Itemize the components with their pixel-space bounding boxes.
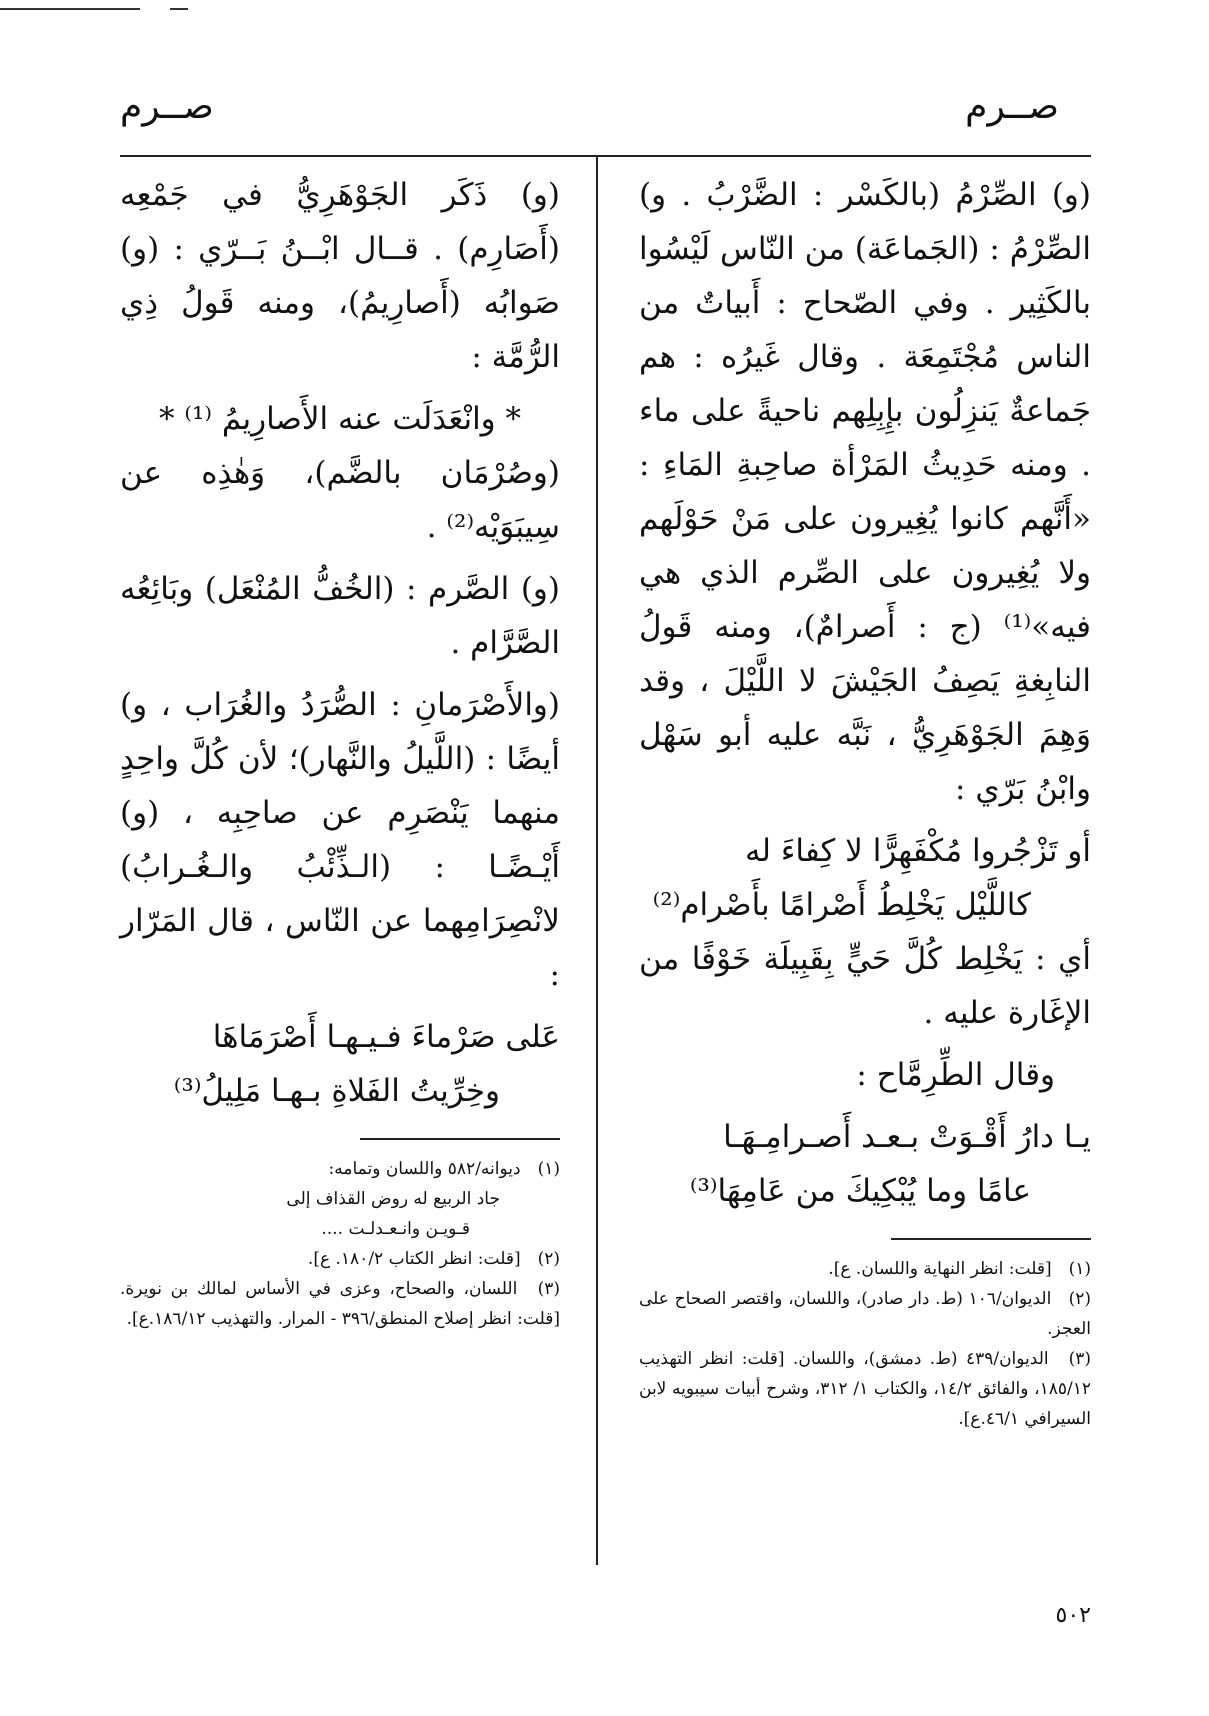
footnote-number: (١) — [1068, 1259, 1091, 1279]
entry-paragraph: (و) الصَّرم : (الخُفُّ المُنْعَل) وبَائِعُه الصَّرَّام . — [120, 571, 560, 661]
header-rule — [120, 155, 1091, 157]
footnote-text: [قلت: انظر النهاية واللسان. ع]. — [828, 1259, 1052, 1279]
footnote-verse: قـويـن وانـعـدلـت .... — [321, 1219, 470, 1239]
footnote-number: (٢) — [1068, 1289, 1091, 1309]
footnote-number: (٣) — [537, 1279, 561, 1299]
verse-line: عَلى صَرْماءَ فـيـهـا أَصْرَمَاهَا — [212, 1019, 560, 1055]
footnote-text: اللسان، والصحاح، وعزى في الأساس لمالك بن نويرة. [قلت: انظر إصلاح المنطق/٣٩٦ - المرار. والتهذيب ١٨٦/١٢.ع]. — [120, 1279, 560, 1329]
verse-line: وخِرِّيتُ الفَلاةِ بـهـا مَلِيلُ⁽³⁾ — [173, 1073, 500, 1109]
verse-line: * وانْعَدَلَت عنه الأَصارِيمُ ⁽¹⁾ * — [158, 401, 522, 437]
verse-line: عامًا وما يُبْكِيكَ من عَامِهَا⁽³⁾ — [689, 1173, 1031, 1209]
running-header-right: صــرم — [965, 86, 1059, 127]
footnote-number: (٢) — [537, 1249, 560, 1269]
footnote — [120, 1154, 560, 1184]
column-divider — [596, 157, 598, 1565]
footnote-verse: جاد الربيع له روض القذاف إلى — [286, 1189, 500, 1209]
right-column — [639, 168, 1091, 1434]
entry-paragraph: (و) الصِّرْمُ (بالكَسْر : الضَّرْبُ . و) الصِّرْمُ : (الجَماعَة) من النّاس لَيْسُوا بالكَثِير . وفي الصّحاح : أَبياتٌ من الناس مُجْتَمِعَة . وقال غَيرُه : هم جَماعةٌ يَنزِلُون بإِبِلِهم ناحيةً على ماء . ومنه حَدِيثُ المَرْأة صاحِبةِ المَاءِ : «أَنَّهم كانوا يُغِيرون على مَنْ حَوْلَهم ولا يُغِيرون على الصِّرم الذي هي فيه»⁽¹⁾ (ج : أَصرامٌ)، ومنه قَولُ النابِغةِ يَصِفُ الجَيْشَ لا اللَّيْلَ ، وقد وَهِمَ الجَوْهَرِيُّ ، نَبَّه عليه أبو سَهْل وابْنُ بَرّي : — [639, 177, 1091, 807]
left-column — [120, 168, 560, 1334]
entry-paragraph: وقال الطِّرِمَّاح : — [856, 1057, 1055, 1093]
footnote-separator — [360, 1138, 560, 1140]
footnote-text: الديوان/١٠٦ (ط. دار صادر)، واللسان، واقتصر الصحاح على العجز. — [639, 1289, 1091, 1339]
footnote-text: ديوانه/٥٨٢ واللسان وتمامه: — [328, 1159, 521, 1179]
footnote-separator — [891, 1238, 1091, 1240]
footnote — [120, 1274, 560, 1334]
entry-paragraph: (و) ذَكَر الجَوْهَرِيُّ في جَمْعِه (أَصَارِم) . قــال ابْــنُ بَــرّي : (و) صَوابُه (أَصارِيمُ)، ومنه قَولُ ذِي الرُّمَّة : — [120, 177, 560, 375]
entry-paragraph: (وصُرْمَان بالضَّم)، وَهٰذِه عن سِيبَوَيْه⁽²⁾ . — [120, 455, 560, 545]
top-scan-line — [0, 8, 140, 10]
page-number: ٥٠٢ — [1055, 1603, 1091, 1628]
footnote — [639, 1284, 1091, 1344]
verse-line: أو تَزْجُروا مُكْفَهِرًّا لا كِفاءَ له — [744, 833, 1091, 869]
footnote — [639, 1254, 1091, 1284]
running-header-left: صــرم — [120, 86, 214, 127]
entry-paragraph: أي : يَخْلِط كُلَّ حَيٍّ بِقَبِيلَة خَوْفًا من الإغَارة عليه . — [639, 941, 1091, 1031]
footnote-text: [قلت: انظر الكتاب ١٨٠/٢. ع]. — [307, 1249, 521, 1269]
footnote-number: (٣) — [1068, 1349, 1091, 1369]
footnote — [120, 1244, 560, 1274]
entry-paragraph: (والأَصْرَمانِ : الصُّرَدُ والغُرَاب ، و) أيضًا : (اللَّيلُ والنَّهار)؛ لأن كُلَّ واحِدٍ منهما يَنْصَرِم عن صاحِبِه ، (و) أَيْـضًـا : (الـذِّئْبُ والـغُـرابُ) لانْصِرَامِهما عن النّاس ، قال المَرّار : — [120, 687, 560, 993]
top-scan-dash — [170, 8, 188, 10]
footnote-number: (١) — [537, 1159, 560, 1179]
footnote — [639, 1344, 1091, 1434]
verse-line: كاللَّيْل يَخْلِطُ أَصْرامًا بأَصْرام⁽²⁾ — [652, 887, 1031, 923]
footnote-text: الديوان/٤٣٩ (ط. دمشق)، واللسان. [قلت: انظر التهذيب ١٨٥/١٢، والفائق ١٤/٢، والكتاب ١/ ٣١٢، وشرح أبيات سيبويه لابن السيرافي ٤٦/١.ع]. — [639, 1349, 1091, 1429]
verse-line: يـا دارُ أَقْـوَتْ بـعـد أَصـرامِـهَـا — [723, 1119, 1091, 1155]
